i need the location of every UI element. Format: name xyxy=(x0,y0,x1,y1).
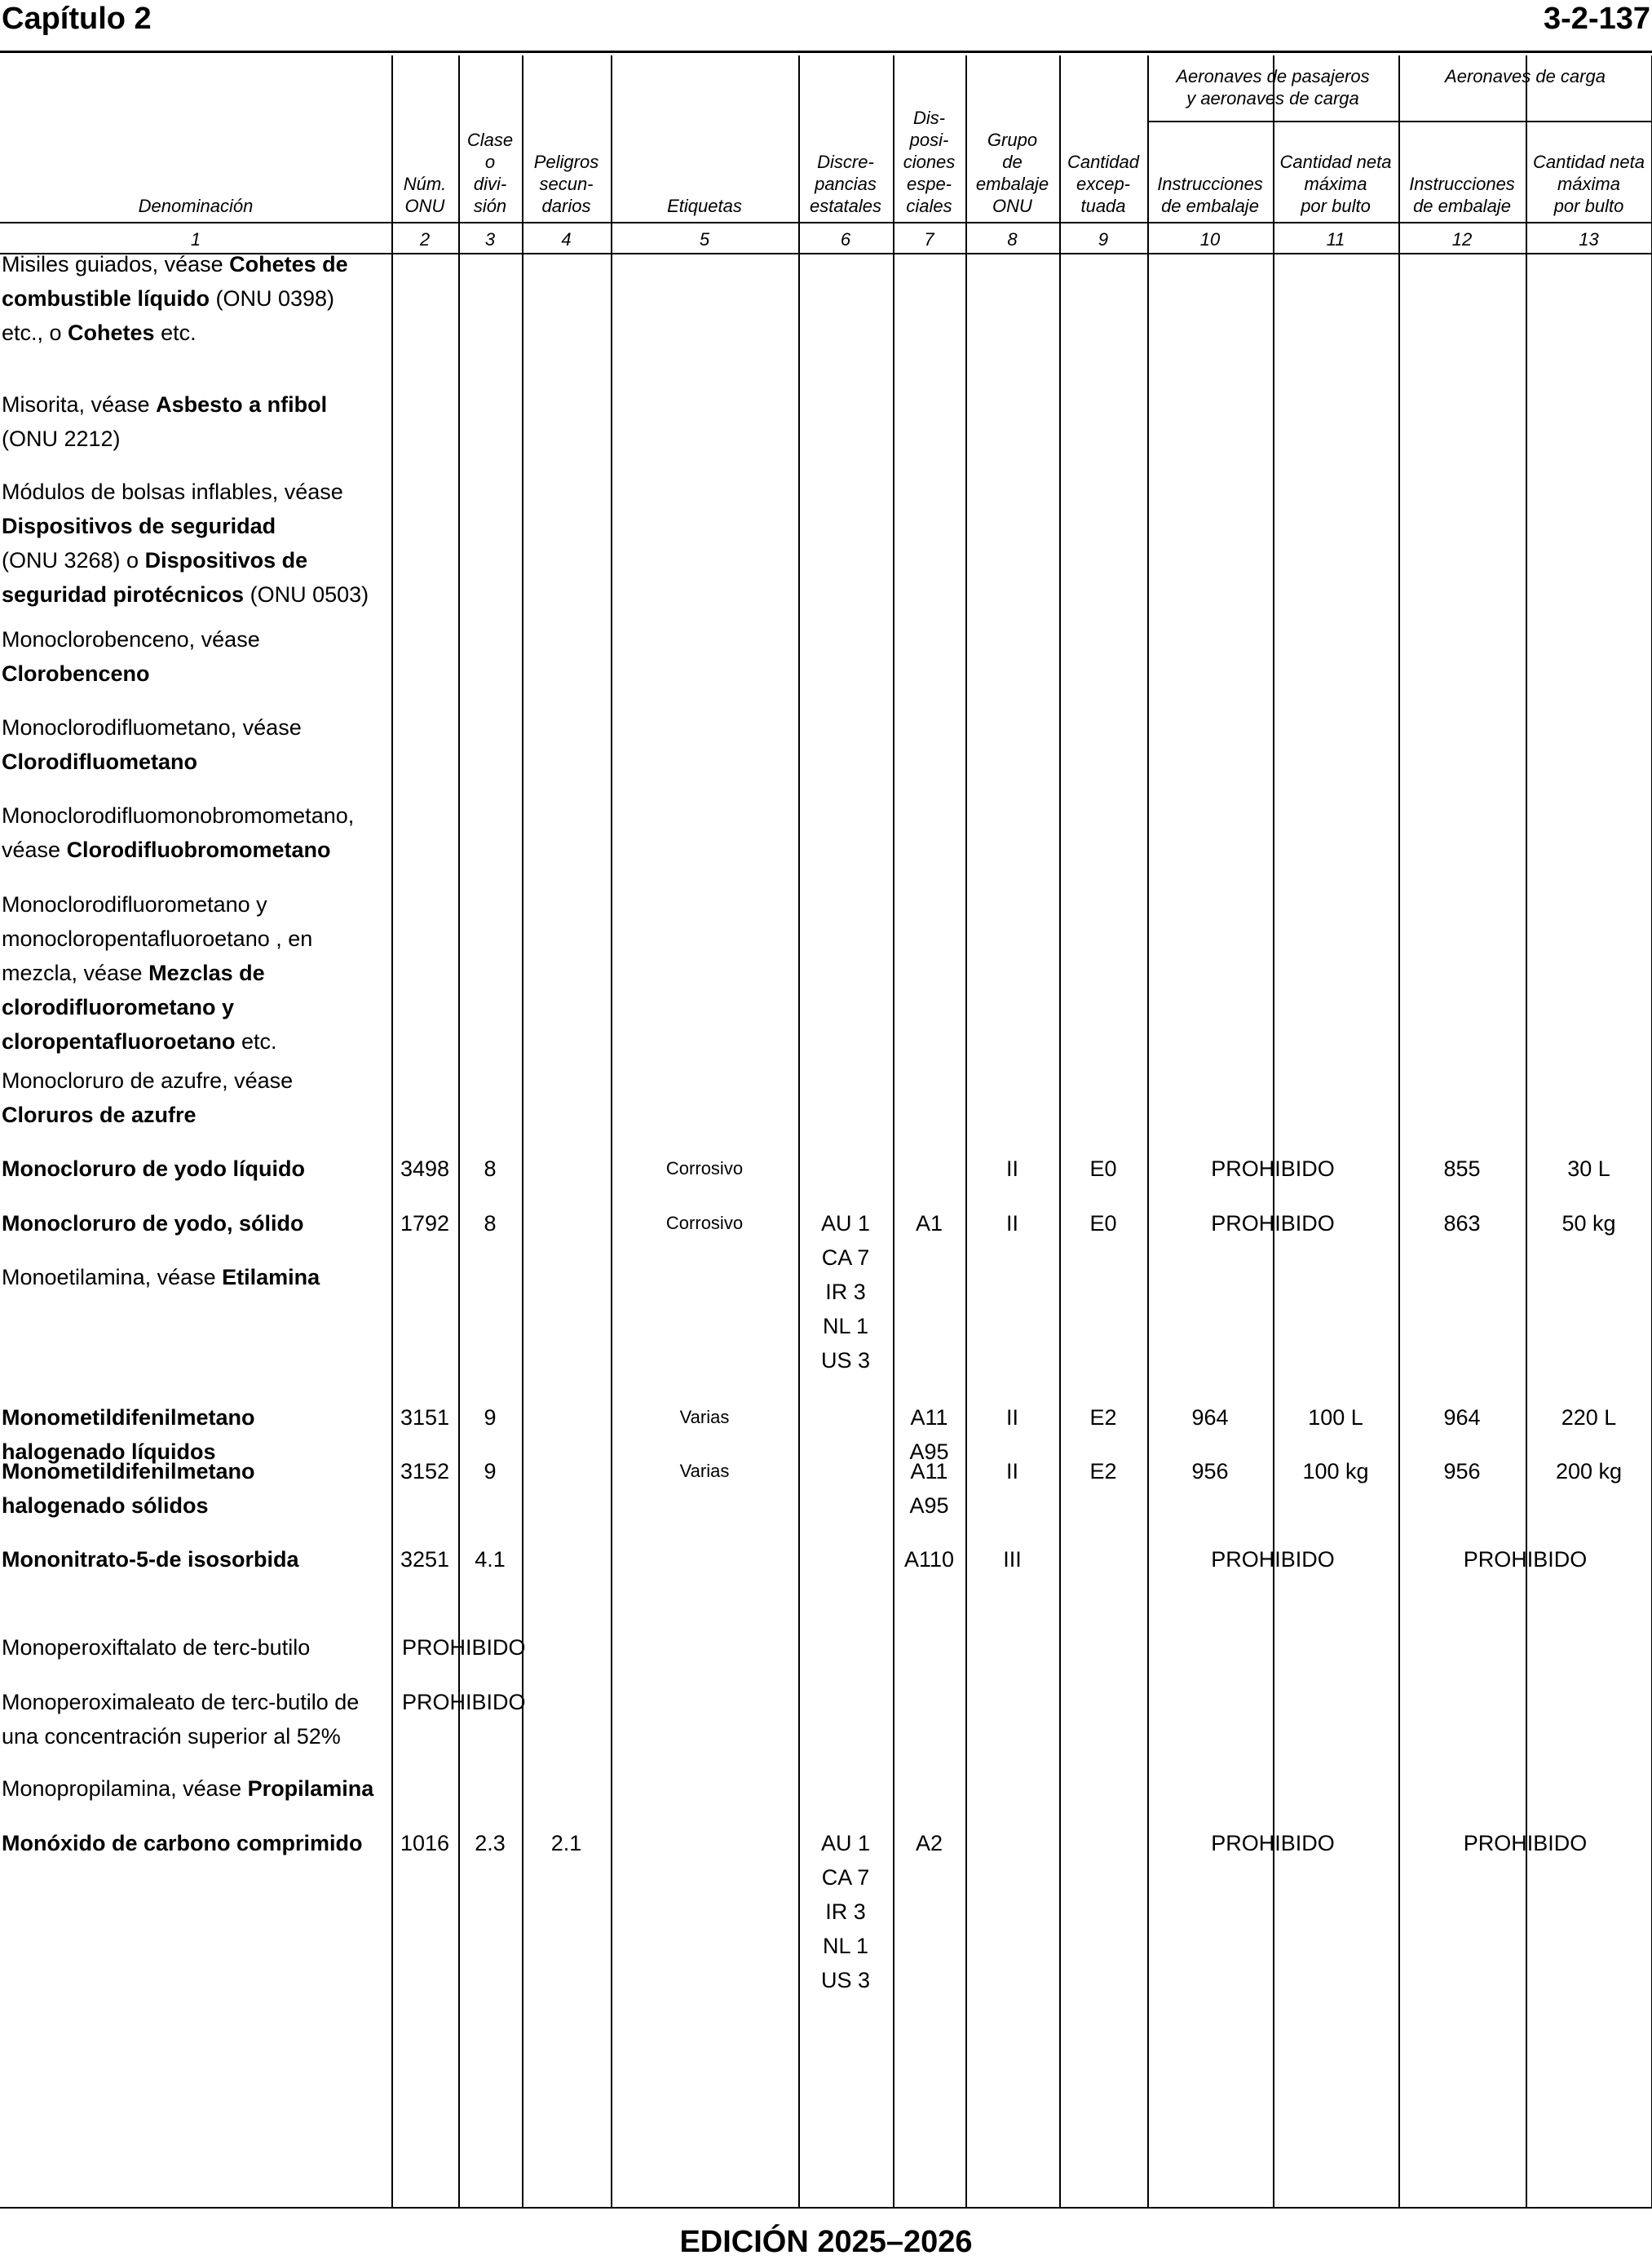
denomination-line xyxy=(2,1024,385,1059)
disc-line: NL 1 xyxy=(822,1934,869,1958)
column-header xyxy=(391,173,458,217)
denomination-text: (ONU 2212) xyxy=(2,427,121,451)
cell-cargo_pi: 956 xyxy=(1443,1459,1481,1484)
cell-pax_qty: 100 L xyxy=(1308,1405,1363,1430)
denomination-bold: Dispositivos de seguridad xyxy=(2,514,276,538)
sp-line: A2 xyxy=(915,1831,943,1855)
column-header-line: Cantidad neta xyxy=(1279,152,1392,172)
cell-un: 1792 xyxy=(400,1211,450,1236)
disc-line: AU 1 xyxy=(820,1831,871,1855)
column-number: 12 xyxy=(1451,229,1473,250)
cell-un: 1016 xyxy=(400,1831,450,1855)
denomination-text: etc., o xyxy=(2,321,68,345)
prohibited-text: PROHIBIDO xyxy=(1211,1211,1335,1236)
disc-line: IR 3 xyxy=(825,1280,866,1304)
denomination-bold: Cohetes de xyxy=(229,252,348,276)
cell-eq: E2 xyxy=(1089,1459,1117,1484)
column-header-line: sión xyxy=(473,196,507,216)
denomination-bold: Dispositivos de xyxy=(144,548,308,573)
denomination-bold: Clorobenceno xyxy=(2,661,150,686)
denomination-text: Monoclorodifluometano, véase xyxy=(2,715,302,740)
denomination-line xyxy=(2,1685,385,1719)
denomination-text: Monoperoxiftalato de terc-butilo xyxy=(2,1635,311,1660)
denomination-line xyxy=(2,1260,385,1294)
denomination-text: Monopropilamina, véase xyxy=(2,1776,248,1801)
group-header-cargo xyxy=(1398,65,1652,87)
cell-label: Varias xyxy=(679,1461,730,1481)
denomination-text: etc. xyxy=(235,1029,277,1054)
denomination-bold: seguridad pirotécnicos xyxy=(2,582,245,607)
column-rule xyxy=(893,55,894,2207)
column-header-line: de embalaje xyxy=(1413,196,1511,216)
column-header xyxy=(798,151,893,217)
group-header-line: Aeronaves de pasajeros xyxy=(1176,66,1370,86)
column-rule xyxy=(1526,55,1527,2207)
row-denomination xyxy=(2,1542,385,1576)
column-rule xyxy=(1273,55,1274,2207)
cell-eq: E0 xyxy=(1089,1211,1117,1236)
denomination-bold: Clorodifluometano xyxy=(2,750,197,774)
column-header-line: espe- xyxy=(906,174,952,194)
denomination-text: véase xyxy=(2,838,67,862)
denomination-line xyxy=(2,1719,385,1753)
denomination-text: Misiles guiados, véase xyxy=(2,252,230,276)
column-header-line: Denominación xyxy=(138,196,254,216)
denomination-bold: Monocloruro de yodo líquido xyxy=(2,1156,305,1181)
sp-line: A110 xyxy=(903,1547,955,1572)
cell-cls: 9 xyxy=(484,1405,497,1430)
sp-line: A95 xyxy=(909,1493,949,1518)
denomination-line xyxy=(2,387,385,422)
denomination-line xyxy=(2,1063,385,1098)
column-header-line: Grupo xyxy=(987,130,1038,150)
denomination-line xyxy=(2,1826,385,1860)
denomination-line xyxy=(2,1542,385,1576)
denomination-text: (ONU 3268) o xyxy=(2,548,145,573)
cell-eq: E2 xyxy=(1089,1405,1117,1430)
column-header-line: Clase xyxy=(466,130,514,150)
column-rule xyxy=(1398,55,1400,2207)
sp-line: A1 xyxy=(915,1211,943,1236)
column-header-line: por bulto xyxy=(1301,196,1371,216)
denomination-bold: cloropentafluoroetano xyxy=(2,1029,236,1054)
denomination-text: Módulos de bolsas inflables, véase xyxy=(2,480,343,504)
row-denomination xyxy=(2,1685,385,1753)
cell-pax_pi: 956 xyxy=(1191,1459,1229,1484)
denomination-line xyxy=(2,833,385,867)
denomination-line xyxy=(2,922,385,956)
cell-pg: II xyxy=(1005,1405,1018,1430)
denomination-line xyxy=(2,1454,385,1488)
cell-un: 3151 xyxy=(400,1405,450,1430)
denomination-bold: combustible líquido xyxy=(2,286,210,311)
denomination-line xyxy=(2,577,385,612)
column-header-line: posi- xyxy=(909,130,949,150)
sp-line: A95 xyxy=(909,1439,949,1464)
column-header xyxy=(1147,173,1273,217)
column-header-line: Cantidad neta xyxy=(1533,152,1645,172)
row-denomination xyxy=(2,1206,385,1240)
cell-eq: E0 xyxy=(1089,1156,1117,1181)
column-rule xyxy=(391,55,393,2207)
denomination-line xyxy=(2,1771,385,1806)
row-denomination xyxy=(2,1630,385,1665)
column-header xyxy=(1273,151,1398,217)
denomination-line xyxy=(2,1488,385,1523)
column-number: 4 xyxy=(561,229,572,250)
column-rule xyxy=(458,55,460,2207)
cell-sp xyxy=(893,1542,965,1576)
cell-cargo_qty: 30 L xyxy=(1567,1156,1610,1181)
cell-cargo_pi: 863 xyxy=(1443,1211,1481,1236)
denomination-line xyxy=(2,1098,385,1132)
sp-line: A11 xyxy=(910,1459,948,1484)
column-number: 2 xyxy=(419,229,431,250)
disc-line: US 3 xyxy=(820,1968,871,1992)
denomination-bold: Clorodifluobromometano xyxy=(66,838,331,862)
column-number: 9 xyxy=(1098,229,1109,250)
row-denomination xyxy=(2,798,385,867)
cell-cls: 8 xyxy=(484,1211,497,1236)
denomination-text: Monoclorodifluomonobromometano, xyxy=(2,803,355,828)
column-header-line: por bulto xyxy=(1553,196,1624,216)
cell-label: Corrosivo xyxy=(665,1158,744,1178)
prohibited-text: PROHIBIDO xyxy=(402,1690,526,1714)
column-header xyxy=(611,195,798,217)
denomination-line xyxy=(2,1152,385,1186)
denomination-bold: Monocloruro de yodo, sólido xyxy=(2,1211,304,1236)
column-rule xyxy=(965,55,967,2207)
cell-pax_pi: 964 xyxy=(1191,1405,1229,1430)
denomination-line xyxy=(2,622,385,657)
denomination-line xyxy=(2,887,385,922)
denomination-text: Misorita, véase xyxy=(2,392,157,417)
denomination-bold: clorodifluorometano y xyxy=(2,995,235,1019)
denomination-line xyxy=(2,798,385,833)
column-header-line: Instrucciones xyxy=(1409,174,1515,194)
column-header xyxy=(893,107,965,217)
prohibited-text: PROHIBIDO xyxy=(402,1635,526,1660)
column-header-line: o xyxy=(484,152,496,172)
column-rule xyxy=(611,55,612,2207)
group-header-line: y aeronaves de carga xyxy=(1186,88,1359,108)
denomination-bold: halogenado líquidos xyxy=(2,1439,216,1464)
prohibited-text: PROHIBIDO xyxy=(1211,1156,1335,1181)
column-number: 7 xyxy=(924,229,934,250)
page-number: 3-2-137 xyxy=(1544,2,1650,36)
column-header-line: tuada xyxy=(1080,196,1126,216)
column-header xyxy=(522,151,611,217)
denomination-bold: Cloruros de azufre xyxy=(2,1103,197,1127)
denomination-line xyxy=(2,710,385,745)
cell-cargo_pi: 964 xyxy=(1443,1405,1481,1430)
denomination-line xyxy=(2,422,385,456)
denomination-text: Monoclorodifluorometano y xyxy=(2,892,267,917)
denomination-line xyxy=(2,543,385,577)
header-rule xyxy=(0,222,1652,223)
denomination-line xyxy=(2,990,385,1024)
column-header-line: Etiquetas xyxy=(667,196,742,216)
disc-line: NL 1 xyxy=(822,1314,869,1338)
column-rule xyxy=(1147,55,1149,2207)
column-header-line: ciones xyxy=(903,152,956,172)
column-header-line: excep- xyxy=(1076,174,1131,194)
column-header-line: pancias xyxy=(815,174,877,194)
column-number: 11 xyxy=(1326,229,1345,250)
column-number: 3 xyxy=(484,229,496,250)
cell-sp xyxy=(893,1826,965,1860)
cell-label: Corrosivo xyxy=(665,1213,744,1233)
denomination-text: mezcla, véase xyxy=(2,961,149,985)
column-header-line: ONU xyxy=(992,196,1032,216)
column-header-line: Dis- xyxy=(912,108,946,128)
denomination-text: Monoclorobenceno, véase xyxy=(2,627,260,652)
cell-disc xyxy=(798,1206,893,1377)
column-rule xyxy=(522,55,523,2207)
edition-footer: EDICIÓN 2025–2026 xyxy=(679,2225,973,2259)
row-denomination xyxy=(2,1063,385,1132)
chapter-title: Capítulo 2 xyxy=(2,2,152,36)
cell-cls: 4.1 xyxy=(475,1547,506,1572)
denomination-text: Monoetilamina, véase xyxy=(2,1265,223,1289)
cell-cls: 9 xyxy=(484,1459,497,1484)
disc-line: US 3 xyxy=(820,1348,871,1373)
row-denomination xyxy=(2,387,385,456)
column-header-line: embalaje xyxy=(975,174,1049,194)
denomination-line xyxy=(2,1206,385,1240)
column-number: 10 xyxy=(1199,229,1221,250)
group-header-rule xyxy=(1147,121,1652,122)
denomination-line xyxy=(2,316,385,350)
denomination-text: una concentración superior al 52% xyxy=(2,1724,341,1749)
column-number: 8 xyxy=(1007,229,1018,250)
cell-pg: II xyxy=(1005,1156,1018,1181)
denomination-text: (ONU 0503) xyxy=(244,582,369,607)
denomination-text: etc. xyxy=(154,321,197,345)
cell-label: Varias xyxy=(679,1407,730,1427)
denomination-bold: Cohetes xyxy=(68,321,155,345)
row-denomination xyxy=(2,1826,385,1860)
column-header-line: ONU xyxy=(404,196,445,216)
column-header-line: secun- xyxy=(539,174,594,194)
bottom-rule xyxy=(0,2207,1652,2209)
cell-sp xyxy=(893,1454,965,1523)
column-header-line: Núm. xyxy=(403,174,447,194)
column-number: 5 xyxy=(699,229,710,250)
cell-cargo_qty: 50 kg xyxy=(1561,1211,1616,1236)
denomination-bold: Propilamina xyxy=(247,1776,374,1801)
row-denomination xyxy=(2,887,385,1059)
row-denomination xyxy=(2,1152,385,1186)
column-header-line: Instrucciones xyxy=(1157,174,1263,194)
denomination-line xyxy=(2,509,385,543)
denomination-line xyxy=(2,475,385,509)
denomination-bold: Asbesto a nfibol xyxy=(156,392,328,417)
denomination-line xyxy=(2,745,385,779)
denomination-line xyxy=(2,1630,385,1665)
denomination-text: (ONU 0398) xyxy=(210,286,335,311)
column-header-line: máxima xyxy=(1557,174,1620,194)
column-rule xyxy=(1059,55,1061,2207)
cell-sp xyxy=(893,1206,965,1240)
denomination-bold: Monometildifenilmetano xyxy=(2,1459,255,1484)
disc-line: AU 1 xyxy=(820,1211,871,1236)
column-header-line: máxima xyxy=(1304,174,1367,194)
prohibited-text: PROHIBIDO xyxy=(1211,1547,1335,1572)
row-denomination xyxy=(2,475,385,612)
column-header xyxy=(1398,173,1526,217)
denomination-line xyxy=(2,657,385,691)
denomination-bold: Etilamina xyxy=(222,1265,320,1289)
column-header-line: Peligros xyxy=(533,152,599,172)
cell-cls: 2.3 xyxy=(475,1831,506,1855)
cell-pg: III xyxy=(1003,1547,1022,1572)
cell-cls: 8 xyxy=(484,1156,497,1181)
denomination-bold: Mononitrato-5-de isosorbida xyxy=(2,1547,299,1572)
denomination-bold: halogenado sólidos xyxy=(2,1493,209,1518)
column-header-line: de xyxy=(1002,152,1023,172)
cell-pax_qty: 100 kg xyxy=(1302,1459,1369,1484)
cell-un: 3251 xyxy=(400,1547,450,1572)
group-header-line: Aeronaves de carga xyxy=(1445,66,1606,86)
denomination-bold: Mezclas de xyxy=(148,961,265,985)
column-header-line: darios xyxy=(541,196,591,216)
denomination-bold: Monóxido de carbono comprimido xyxy=(2,1831,363,1855)
denomination-line xyxy=(2,247,385,281)
prohibited-text: PROHIBIDO xyxy=(1211,1831,1335,1855)
column-header-line: Cantidad xyxy=(1067,152,1140,172)
cell-cargo_qty: 220 L xyxy=(1561,1405,1617,1430)
column-header xyxy=(458,129,522,217)
denomination-text: Monocloruro de azufre, véase xyxy=(2,1068,294,1093)
prohibited-text: PROHIBIDO xyxy=(1463,1547,1588,1572)
row-denomination xyxy=(2,710,385,779)
cell-sec: 2.1 xyxy=(550,1831,582,1855)
column-header xyxy=(1059,151,1147,217)
column-number: 6 xyxy=(840,229,851,250)
column-header-line: divi- xyxy=(473,174,507,194)
cell-un: 3152 xyxy=(400,1459,450,1484)
column-header xyxy=(1526,151,1652,217)
prohibited-text: PROHIBIDO xyxy=(1463,1831,1588,1855)
denomination-bold: Monometildifenilmetano xyxy=(2,1405,255,1430)
cell-cargo_qty: 200 kg xyxy=(1555,1459,1623,1484)
row-denomination xyxy=(2,1771,385,1806)
column-header-line: estatales xyxy=(809,196,882,216)
disc-line: CA 7 xyxy=(821,1865,870,1890)
disc-line: CA 7 xyxy=(821,1245,870,1270)
column-header-line: Discre- xyxy=(817,152,874,172)
sp-line: A11 xyxy=(910,1405,948,1430)
cell-pg: II xyxy=(1005,1459,1018,1484)
row-denomination xyxy=(2,1260,385,1294)
disc-line: IR 3 xyxy=(825,1899,866,1924)
row-denomination xyxy=(2,622,385,691)
column-header xyxy=(0,195,391,217)
row-denomination xyxy=(2,1454,385,1523)
top-rule xyxy=(0,51,1652,53)
cell-un: 3498 xyxy=(400,1156,450,1181)
column-number: 1 xyxy=(190,229,201,250)
column-header xyxy=(965,129,1059,217)
denomination-line xyxy=(2,281,385,316)
column-header-line: ciales xyxy=(906,196,952,216)
group-header-passenger xyxy=(1147,65,1398,109)
denomination-line xyxy=(2,1400,385,1435)
cell-cargo_pi: 855 xyxy=(1443,1156,1481,1181)
denomination-line xyxy=(2,956,385,990)
row-denomination xyxy=(2,247,385,350)
denomination-text: Monoperoximaleato de terc-butilo de xyxy=(2,1690,360,1714)
denomination-text: monocloropentafluoroetano , en xyxy=(2,926,313,951)
column-header-line: de embalaje xyxy=(1161,196,1259,216)
column-number: 13 xyxy=(1579,229,1599,250)
cell-pg: II xyxy=(1005,1211,1018,1236)
cell-disc xyxy=(798,1826,893,1997)
